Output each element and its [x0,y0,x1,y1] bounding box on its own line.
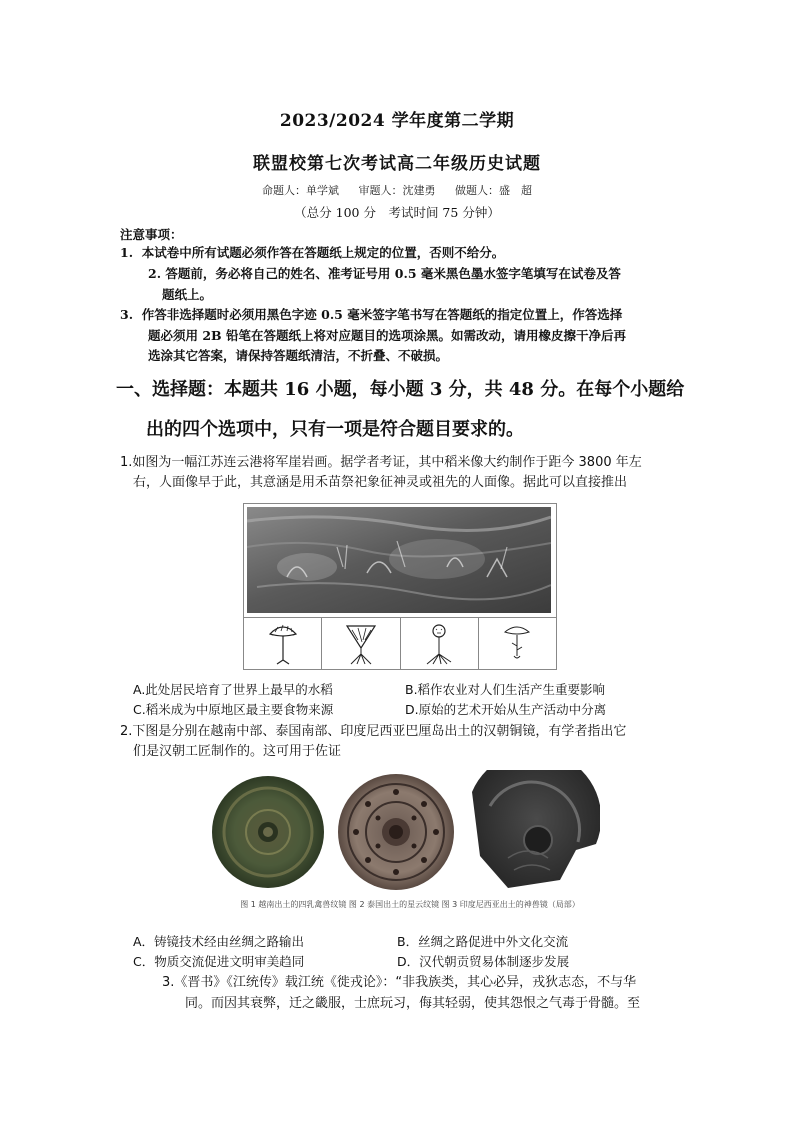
section-heading-line1: 一、选择题：本题共 16 小题，每小题 3 分，共 48 分。在每个小题给 [116,379,685,400]
rock-painting-sketches [244,617,556,670]
section-heading-line2: 出的四个选项中，只有一项是符合题目要求的。 [146,419,524,440]
q1-option-c[interactable]: C.稻米成为中原地区最主要食物来源 [133,702,334,717]
note-2 [148,264,621,284]
plant-face-sketch-icon [344,622,378,666]
sketch-4 [479,618,556,670]
q2-stem-line2: 们是汉朝工匠制作的。这可用于佐证 [133,744,342,759]
author-setter: 命题人：单学斌 [262,184,339,197]
note-1 [120,243,504,263]
rock-painting-photo [247,507,551,613]
mirror-3-indonesia [472,770,600,888]
author-reviewer: 审题人：沈建勇 [358,184,436,197]
q1-stem-line2: 右，人面像早于此，其意涵是用禾苗祭祀象征神灵或祖先的人面像。据此可以直接推出 [133,475,628,490]
q2-figure-caption: 图 1 越南出土的四乳禽兽纹镜 图 2 泰国出土的星云纹镜 图 3 印度尼西亚出土的神兽镜（局部） [240,900,580,909]
q2-stem-line1: 2.下图是分别在越南中部、泰国南部、印度尼西亚巴厘岛出土的汉朝铜镜，有学者指出它 [120,724,627,739]
q2-option-a[interactable]: A．铸镜技术经由丝绸之路输出 [133,934,305,949]
plant-face-sketch-icon [266,622,300,666]
q2-option-c[interactable]: C．物质交流促进文明审美趋同 [133,954,305,969]
author-line [0,182,794,198]
note-3-cont-2: 选涂其它答案，请保持答题纸清洁，不折叠、不破损。 [148,348,449,363]
note-number: 2. [148,266,162,281]
note-2-cont: 题纸上。 [162,287,213,302]
exam-title: 联盟校第七次考试高二年级历史试题 [253,154,541,174]
note-3-cont-1: 题必须用 2B 铅笔在答题纸上将对应题目的选项涂黑。如需改动，请用橡皮擦干净后再 [148,328,626,343]
sketch-3 [401,618,479,670]
score-time-line: （总分 100 分 考试时间 75 分钟） [294,205,500,220]
q1-option-d[interactable]: D.原始的艺术开始从生产活动中分离 [405,702,607,717]
q1-stem-line1: 1.如图为一幅江苏连云港将军崖岩画。据学者考证，其中稻米像大约制作于距今 3800 年左 [120,455,642,470]
note-text: 答题前，务必将自己的姓名、准考证号用 0.5 毫米黑色墨水签字笔填写在试卷及答 [165,266,621,281]
note-text: 作答非选择题时必须用黑色字迹 0.5 毫米签字笔书写在答题纸的指定位置上，作答选择 [141,307,623,322]
plant-face-sketch-icon [422,622,456,666]
note-number: 1. [120,245,134,260]
q1-rock-painting-figure [243,503,557,670]
exam-term-title: 2023/2024 学年度第二学期 [279,111,515,131]
notes-heading: 注意事项： [120,227,183,242]
author-solver: 做题人：盛 超 [455,184,532,197]
mirror-2-thailand [338,774,454,890]
sketch-2 [322,618,400,670]
q1-option-a[interactable]: A.此处居民培育了世界上最早的水稻 [133,682,333,697]
q3-stem-line2: 同。而因其衰弊，迁之畿服，士庶玩习，侮其轻弱，使其怨恨之气毒于骨髓。至 [185,996,641,1011]
q2-bronze-mirrors-figure [208,770,600,894]
mirror-1-vietnam [212,776,324,888]
q1-option-b[interactable]: B.稻作农业对人们生活产生重要影响 [405,682,606,697]
plant-face-sketch-icon [500,622,534,666]
note-text: 本试卷中所有试题必须作答在答题纸上规定的位置，否则不给分。 [141,245,505,260]
q2-option-b[interactable]: B．丝绸之路促进中外文化交流 [397,934,569,949]
note-number: 3. [120,307,134,322]
q3-stem-line1: 3.《晋书》《江统传》载江统《徙戎论》：“非我族类，其心必异，戎狄志态，不与华 [162,975,637,990]
q2-option-d[interactable]: D．汉代朝贡贸易体制逐步发展 [397,954,570,969]
note-3 [120,305,622,325]
sketch-1 [244,618,322,670]
